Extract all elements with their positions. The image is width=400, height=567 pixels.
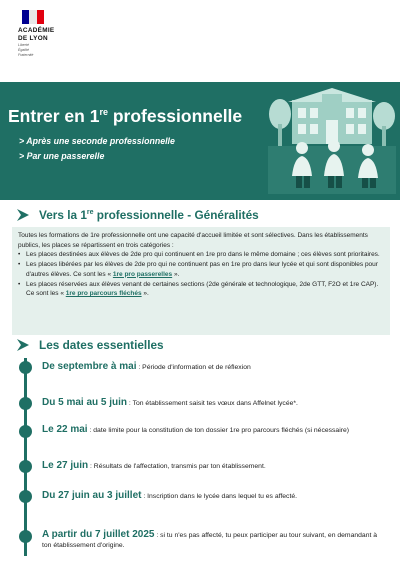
info-intro: Toutes les formations de 1re professionnelle ont une capacité d'accueil limitée et sont sélectives. Dans les établissements publics, les places se répartissent en trois catégories : (18, 232, 368, 249)
page-title: Entrer en 1re professionnelle (8, 106, 243, 126)
banner-subtitle-1: > Après une seconde professionnelle (19, 136, 175, 146)
timeline-item: Du 5 mai au 5 juin : Ton établissement saisit tes vœux dans Affelnet lycée*. (42, 397, 298, 408)
logo-motto-2: Égalité (18, 48, 29, 53)
parcours-fleches-link[interactable]: 1re pro parcours fléchés (65, 290, 142, 298)
logo-title-line1: ACADÉMIE (18, 27, 55, 34)
passerelles-link[interactable]: 1re pro passerelles (112, 270, 173, 278)
list-item: • Les places libérées par les élèves de 2de pro qui ne continuent pas en 1re pro dans leur lycée et qui sont disponibles pour d'autres élèves. Ce sont les « 1re pro passerelles ». (18, 260, 384, 279)
section-dates-title: Les dates essentielles (39, 338, 164, 352)
header-banner (0, 82, 400, 200)
timeline-dot (19, 460, 32, 473)
logo-title-line2: DE LYON (18, 34, 48, 42)
timeline-item: A partir du 7 juillet 2025 : si tu n'es pas affecté, tu peux participer au tour suivant, en demandant à ton établissement d'origine. (42, 529, 378, 549)
timeline-dot (19, 397, 32, 410)
timeline-dot (19, 361, 32, 374)
list-item: • Les places réservées aux élèves venant de certaines sections (2de générale et technologique, 2de GTT, F2O et 1re CAP). Ce sont les « 1re pro parcours fléchés ». (18, 280, 384, 299)
timeline-item: Le 22 mai : date limite pour la constitution de ton dossier 1re pro parcours fléchés (si nécessaire) (42, 424, 350, 435)
list-item: • Les places destinées aux élèves de 2de pro qui continuent en 1re pro dans le même domaine ; ces élèves sont prioritaires. (18, 250, 384, 260)
logo-motto-1: Liberté (18, 43, 29, 47)
timeline-line (24, 358, 27, 556)
republique-flag-icon (22, 10, 44, 24)
chevron-right-icon (16, 208, 30, 222)
chevron-right-icon (16, 338, 30, 352)
timeline-item: Le 27 juin : Résultats de l'affectation, transmis par ton établissement. (42, 460, 266, 471)
section-generalites-title: Vers la 1re professionnelle - Généralités (39, 208, 259, 222)
logo-motto-3: Fraternité (18, 53, 34, 58)
school-students-illustration (268, 86, 396, 194)
timeline-dot (19, 490, 32, 503)
timeline-item: Du 27 juin au 3 juillet : Inscription dans le lycée dans lequel tu es affecté. (42, 490, 298, 501)
academie-logo (18, 10, 78, 58)
timeline-dot (19, 425, 32, 438)
places-list (18, 250, 384, 299)
banner-subtitle-2: > Par une passerelle (19, 151, 105, 161)
section-generalites-header (16, 206, 259, 224)
timeline-dot (19, 530, 32, 543)
timeline-item: De septembre à mai : Période d'information et de réflexion (42, 361, 251, 372)
section-dates-header (16, 336, 164, 354)
generalites-info-box (12, 227, 390, 335)
